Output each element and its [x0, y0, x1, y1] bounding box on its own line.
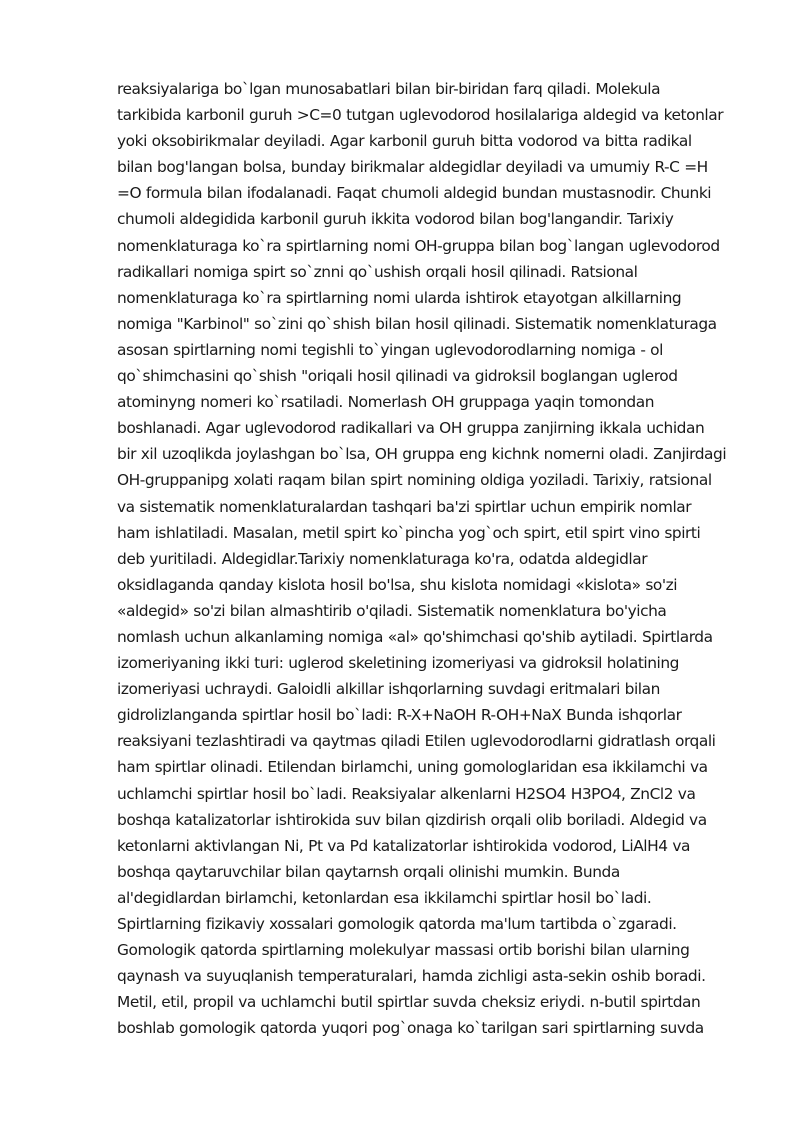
text-line: nomenklaturaga ko`ra spirtlarning nomi ularda ishtirok etayotgan alkillarning [117, 288, 682, 307]
text-line: va sistematik nomenklaturalardan tashqari ba'zi spirtlar uchun empirik nomlar [117, 497, 692, 516]
text-line: radikallari nomiga spirt so`znni qo`ushish orqali hosil qilinadi. Ratsional [117, 262, 638, 281]
text-line: nomiga "Karbinol" so`zini qo`shish bilan hosil qilinadi. Sistematik nomenklaturaga [117, 314, 717, 333]
text-line: reaksiyani tezlashtiradi va qaytmas qiladi Etilen uglevodorodlarni gidratlash orqali [117, 732, 716, 751]
text-line: gidrolizlanganda spirtlar hosil bo`ladi: R-X+NaOH R-OH+NaX Bunda ishqorlar [117, 706, 682, 725]
text-line: oksidlaganda qanday kislota hosil bo'lsa, shu kislota nomidagi «kislota» so'zi [117, 575, 678, 594]
text-line: al'degidlardan birlamchi, ketonlardan esa ikkilamchi spirtlar hosil bo`ladi. [117, 888, 652, 907]
text-line: uchlamchi spirtlar hosil bo`ladi. Reaksiyalar alkenlarni H2SO4 H3PO4, ZnCl2 va [117, 784, 696, 803]
text-line: qaynash va suyuqlanish temperaturalari, hamda zichligi asta-sekin oshib boradi. [117, 967, 706, 986]
text-line: chumoli aldegidida karbonil guruh ikkita vodorod bilan bog'langandir. Tarixiy [117, 210, 674, 229]
text-line: asosan spirtlarning nomi tegishli to`yingan uglevodorodlarning nomiga - ol [117, 340, 663, 359]
text-line: boshqa katalizatorlar ishtirokida suv bilan qizdirish orqali olib boriladi. Aldegid va [117, 810, 707, 829]
text-line: tarkibida karbonil guruh >C=0 tutgan uglevodorod hosilalariga aldegid va ketonlar [117, 106, 724, 125]
text-line: izomeriyasi uchraydi. Galoidli alkillar ishqorlarning suvdagi eritmalari bilan [117, 680, 660, 699]
text-line: deb yuritiladi. Aldegidlar.Tarixiy nomenklaturaga ko'ra, odatda aldegidlar [117, 549, 648, 568]
text-line: nomlash uchun alkanlaming nomiga «al» qo'shimchasi qo'shib aytiladi. Spirtlarda [117, 627, 713, 646]
text-line: qo`shimchasini qo`shish "oriqali hosil qilinadi va gidroksil boglangan uglerod [117, 367, 678, 386]
text-line: =O formula bilan ifodalanadi. Faqat chumoli aldegid bundan mustasnodir. Chunki [117, 184, 712, 203]
text-line: Metil, etil, propil va uchlamchi butil spirtlar suvda cheksiz eriydi. n-butil spirtdan [117, 993, 701, 1012]
text-line: Spirtlarning fizikaviy xossalari gomologik qatorda ma'lum tartibda o`zgaradi. [117, 915, 677, 933]
text-line: atominyng nomeri ko`rsatiladi. Nomerlash OH gruppaga yaqin tomondan [117, 393, 654, 412]
text-line: Gomologik qatorda spirtlarning molekulyar massasi ortib borishi bilan ularning [117, 941, 690, 960]
body-text [117, 76, 747, 1041]
text-line: OH-gruppanipg xolati raqam bilan spirt nomining oldiga yoziladi. Tarixiy, ratsional [117, 471, 712, 490]
text-line: boshqa qaytaruvchilar bilan qaytarnsh orqali olinishi mumkin. Bunda [117, 862, 620, 881]
text-line: «aldegid» so'zi bilan almashtirib o'qiladi. Sistematik nomenklatura bo'yicha [117, 601, 667, 620]
text-line: nomenklaturaga ko`ra spirtlarning nomi OH-gruppa bilan bog`langan uglevodorod [117, 236, 720, 255]
text-line: boshlanadi. Agar uglevodorod radikallari va OH gruppa zanjirning ikkala uchidan [117, 419, 705, 438]
text-line: bilan bog'langan bolsa, bunday birikmalar aldegidlar deyiladi va umumiy R-C =H [117, 158, 708, 177]
text-line: ham spirtlar olinadi. Etilendan birlamchi, uning gomologlaridan esa ikkilamchi va [117, 758, 708, 777]
text-line: ham ishlatiladi. Masalan, metil spirt ko`pincha yog`och spirt, etil spirt vino spirti [117, 523, 701, 542]
text-line: izomeriyaning ikki turi: uglerod skeletining izomeriyasi va gidroksil holatining [117, 654, 679, 673]
text-line: reaksiyalariga bo`lgan munosabatlari bilan bir-biridan farq qiladi. Molekula [117, 80, 661, 98]
text-line: yoki oksobirikmalar deyiladi. Agar karbonil guruh bitta vodorod va bitta radikal [117, 132, 692, 151]
text-line: boshlab gomologik qatorda yuqori pog`onaga ko`tarilgan sari spirtlarning suvda [117, 1019, 704, 1038]
text-line: ketonlarni aktivlangan Ni, Pt va Pd katalizatorlar ishtirokida vodorod, LiAlH4 va [117, 836, 690, 855]
text-line: bir xil uzoqlikda joylashgan bo`lsa, OH gruppa eng kichnk nomerni oladi. Zanjirdagi [117, 445, 727, 464]
